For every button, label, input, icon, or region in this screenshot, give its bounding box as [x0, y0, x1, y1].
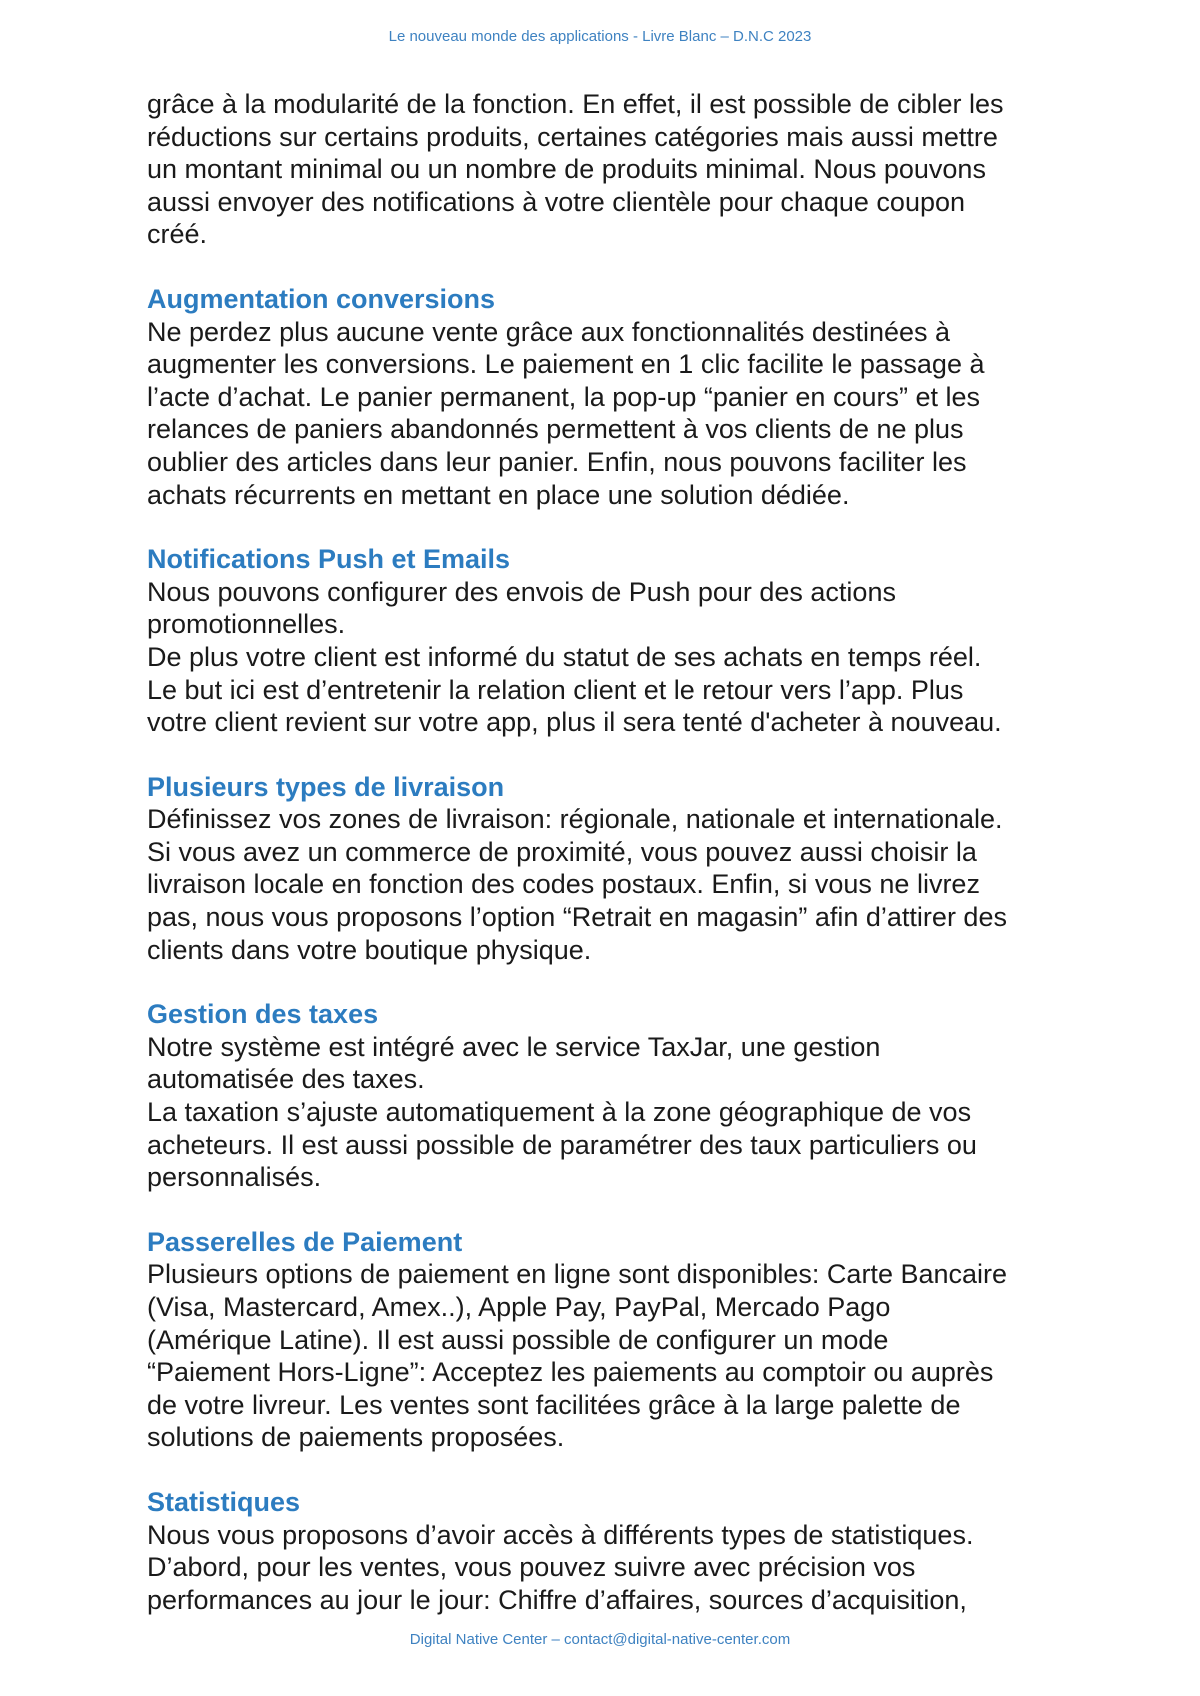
- section-paragraph: [147, 1519, 1067, 1617]
- section-statistiques: [147, 1486, 1067, 1616]
- paragraph-line: “Paiement Hors-Ligne”: Acceptez les paiements au comptoir ou auprès: [147, 1357, 994, 1388]
- intro-paragraph: [147, 88, 1067, 251]
- paragraph-line: livraison locale en fonction des codes postaux. Enfin, si vous ne livrez: [147, 869, 980, 900]
- paragraph-line: clients dans votre boutique physique.: [147, 934, 592, 965]
- paragraph-line: créé.: [147, 219, 208, 250]
- paragraph-line: Si vous avez un commerce de proximité, vous pouvez aussi choisir la: [147, 836, 977, 867]
- section-passerelles-paiement: [147, 1226, 1067, 1454]
- section-paragraph: [147, 1258, 1067, 1454]
- paragraph-line: augmenter les conversions. Le paiement en 1 clic facilite le passage à: [147, 349, 985, 380]
- section-notifications-push-emails: [147, 543, 1067, 739]
- section-types-livraison: [147, 771, 1067, 967]
- section-augmentation-conversions: [147, 283, 1067, 511]
- paragraph-line: un montant minimal ou un nombre de produits minimal. Nous pouvons: [147, 154, 986, 185]
- section-paragraph: [147, 576, 1067, 739]
- paragraph-line: acheteurs. Il est aussi possible de paramétrer des taux particuliers ou: [147, 1129, 977, 1160]
- paragraph-line: achats récurrents en mettant en place une solution dédiée.: [147, 479, 850, 510]
- paragraph-line: Nous pouvons configurer des envois de Push pour des actions: [147, 576, 896, 607]
- page-footer: Digital Native Center – contact@digital-native-center.com: [409, 1631, 791, 1648]
- paragraph-line: personnalisés.: [147, 1162, 322, 1193]
- section-paragraph: [147, 803, 1067, 966]
- paragraph-line: de votre livreur. Les ventes sont facilitées grâce à la large palette de: [147, 1389, 961, 1420]
- paragraph-line: solutions de paiements proposées.: [147, 1422, 565, 1453]
- paragraph-line: Le but ici est d’entretenir la relation client et le retour vers l’app. Plus: [147, 674, 964, 705]
- section-paragraph: [147, 1031, 1067, 1194]
- page-content: [147, 88, 1067, 1616]
- paragraph-line: De plus votre client est informé du statut de ses achats en temps réel.: [147, 641, 982, 672]
- paragraph-line: pas, nous vous proposons l’option “Retrait en magasin” afin d’attirer des: [147, 902, 1007, 933]
- section-heading: Plusieurs types de livraison: [147, 771, 505, 802]
- paragraph-line: Définissez vos zones de livraison: régionale, nationale et internationale.: [147, 804, 1003, 835]
- section-heading: Notifications Push et Emails: [147, 544, 511, 575]
- section-heading: Gestion des taxes: [147, 999, 379, 1030]
- paragraph-line: votre client revient sur votre app, plus il sera tenté d'acheter à nouveau.: [147, 707, 1002, 738]
- paragraph-line: réductions sur certains produits, certaines catégories mais aussi mettre: [147, 121, 998, 152]
- page-header: Le nouveau monde des applications - Livre Blanc – D.N.C 2023: [388, 28, 812, 45]
- paragraph-line: performances au jour le jour: Chiffre d’affaires, sources d’acquisition,: [147, 1584, 967, 1615]
- paragraph-line: (Amérique Latine). Il est aussi possible de configurer un mode: [147, 1324, 889, 1355]
- paragraph-line: Notre système est intégré avec le service TaxJar, une gestion: [147, 1031, 881, 1062]
- paragraph-line: l’acte d’achat. Le panier permanent, la pop-up “panier en cours” et les: [147, 381, 980, 412]
- paragraph-line: (Visa, Mastercard, Amex..), Apple Pay, PayPal, Mercado Pago: [147, 1292, 891, 1322]
- section-heading: Augmentation conversions: [147, 283, 496, 314]
- section-gestion-taxes: [147, 998, 1067, 1194]
- section-heading: Passerelles de Paiement: [147, 1226, 463, 1257]
- paragraph-line: oublier des articles dans leur panier. Enfin, nous pouvons faciliter les: [147, 446, 967, 477]
- paragraph-line: Nous vous proposons d’avoir accès à différents types de statistiques.: [147, 1519, 974, 1550]
- paragraph-line: aussi envoyer des notifications à votre clientèle pour chaque coupon: [147, 186, 966, 217]
- paragraph-line: Ne perdez plus aucune vente grâce aux fonctionnalités destinées à: [147, 316, 951, 347]
- paragraph-line: relances de paniers abandonnés permettent à vos clients de ne plus: [147, 414, 964, 445]
- paragraph-line: Plusieurs options de paiement en ligne sont disponibles: Carte Bancaire: [147, 1259, 1008, 1290]
- section-paragraph: [147, 316, 1067, 512]
- paragraph-line: promotionnelles.: [147, 609, 346, 640]
- section-heading: Statistiques: [147, 1486, 301, 1517]
- paragraph-line: La taxation s’ajuste automatiquement à la zone géographique de vos: [147, 1097, 972, 1128]
- paragraph-line: grâce à la modularité de la fonction. En effet, il est possible de cibler les: [147, 89, 1004, 119]
- paragraph-line: automatisée des taxes.: [147, 1064, 425, 1095]
- paragraph-line: D’abord, pour les ventes, vous pouvez suivre avec précision vos: [147, 1552, 916, 1583]
